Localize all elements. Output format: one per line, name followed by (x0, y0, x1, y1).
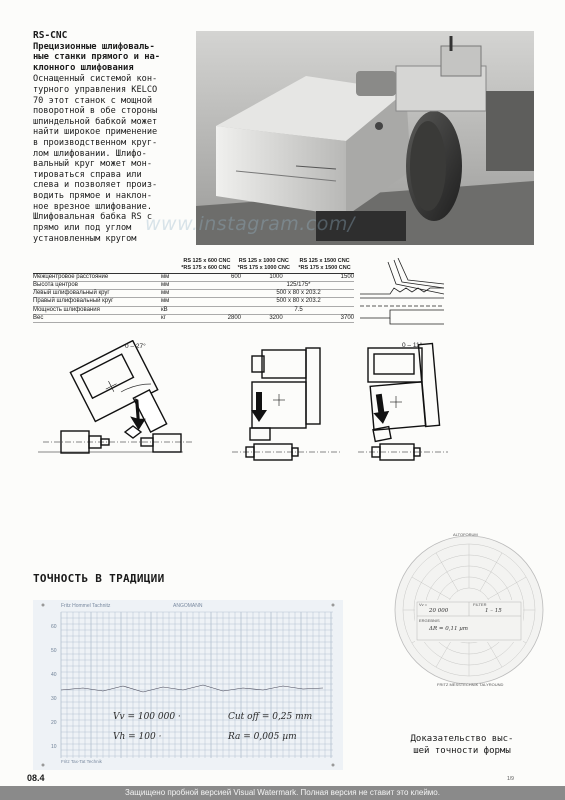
disc-hw-vv: 20 000 (429, 608, 449, 614)
angle-label-left: 0 – 27° (125, 343, 146, 350)
angled-wheel-diagram (358, 340, 448, 472)
table-row: Высота центров мм 125/175* (33, 282, 354, 290)
caption-line: прямо или под углом (33, 222, 132, 233)
disc-bottom-label: FRITZ MESSTECHNIK TALYROUND (437, 682, 504, 687)
heading-line: ные станки прямого и на- (33, 52, 161, 63)
chart-scale-label: 30 (51, 696, 57, 702)
chart-scale-label: 40 (51, 672, 57, 678)
photo-caption (33, 212, 201, 244)
body-line: турного управления KELCO (33, 84, 158, 95)
table-row: Вес кг 2800 3200 3700 (33, 315, 354, 323)
column-header: RS 125 x 600 CNC *RS 175 x 600 CNC (181, 258, 231, 272)
body-line: в производственном круг- (33, 137, 158, 148)
specifications-table (33, 258, 354, 323)
chart-scale-label: 10 (51, 744, 57, 750)
table-header (33, 258, 354, 274)
handwriting-vv: Vv = 100 000 · (113, 712, 181, 722)
table-row: Правый шлифовальный круг мм 500 x 80 x 203.2 (33, 298, 354, 306)
watermark-notice-bar: Защищено пробной версией Visual Watermark. Полная версия не ставит это клеймо. (0, 786, 565, 800)
chart-footer: Fritz Tax-Tat Technik (61, 759, 102, 764)
model-name: RS-CNC (33, 30, 68, 41)
caption-line: Доказательство выс- (410, 734, 514, 744)
heading-line: клонного шлифования (33, 62, 134, 73)
section-title: ТОЧНОСТЬ В ТРАДИЦИИ (33, 572, 165, 585)
print-code: 1/9 (507, 776, 514, 782)
body-line: ное врезное шлифование. (33, 201, 152, 212)
body-line: поворотной в обе стороны (33, 106, 158, 117)
handwriting-vh: Vh = 100 · (113, 732, 162, 742)
caption-line: установленным кругом (33, 233, 137, 244)
chart-scale-label: 60 (51, 624, 57, 630)
column-header: RS 125 x 1500 CNC *RS 175 x 1500 CNC (298, 258, 351, 272)
handwriting-ra: Ra = 0,005 µm (228, 732, 297, 742)
body-line: слева и позволяет произ- (33, 180, 158, 191)
table-row: Левый шлифовальный круг мм 500 x 80 x 203.2 (33, 290, 354, 298)
intro-heading (33, 42, 193, 74)
caption-line: Шлифовальная бабка RS с (33, 212, 152, 222)
chart-scale-label: 20 (51, 720, 57, 726)
heading-line: Прецизионные шлифоваль- (33, 41, 155, 52)
body-line: шпиндельной бабкой может (33, 116, 158, 127)
chart-scale-label: 50 (51, 648, 57, 654)
disc-label-result: ERGEBNIS (419, 618, 440, 623)
body-line: 70 этот станок с мощной (33, 95, 152, 106)
disc-caption (392, 733, 532, 757)
caption-line: шей точности формы (413, 746, 511, 756)
angle-label-right: 0 – 11° (402, 342, 423, 349)
table-row: Мощность шлифования кВ 7.5 (33, 307, 354, 315)
roughness-chart-strip (33, 600, 343, 770)
disc-label-filter: FILTER (473, 602, 487, 607)
disc-hw-result: ΔR = 0,11 µm (429, 626, 469, 632)
inclined-grinding-diagram (33, 340, 198, 480)
intro-body (33, 74, 193, 212)
body-line: лом шлифовании. Шлифо- (33, 148, 147, 159)
body-line: вальный круг может мон- (33, 159, 152, 170)
chart-header-left: Fritz Hommel Tachnitz (61, 603, 111, 609)
body-line: водить прямое и наклон- (33, 190, 152, 201)
table-row: Межцентровое расстояние мм 600 1000 1500 (33, 274, 354, 282)
chart-header-right: ANGOMANN (173, 603, 203, 609)
page-number: 08.4 (27, 773, 45, 783)
roundness-chart-disc (393, 530, 545, 690)
column-header: RS 125 x 1000 CNC *RS 175 x 1000 CNC (237, 258, 290, 272)
disc-label-vv: Vv = (419, 602, 428, 607)
intro-text (33, 31, 193, 212)
body-line: тироваться справа или (33, 169, 142, 180)
workpiece-profile-diagram (360, 258, 444, 330)
body-line: Оснащенный системой кон- (33, 74, 158, 85)
handwriting-cutoff: Cut off = 0,25 mm (228, 712, 313, 722)
body-line: найти широкое применение (33, 127, 158, 138)
watermark-text: www.instagram.com/ (145, 213, 355, 235)
disc-hw-filter: 1 – 15 (485, 608, 502, 614)
disc-top-label: ALTOFORUM (453, 532, 478, 537)
straight-grinding-diagram (232, 342, 340, 472)
